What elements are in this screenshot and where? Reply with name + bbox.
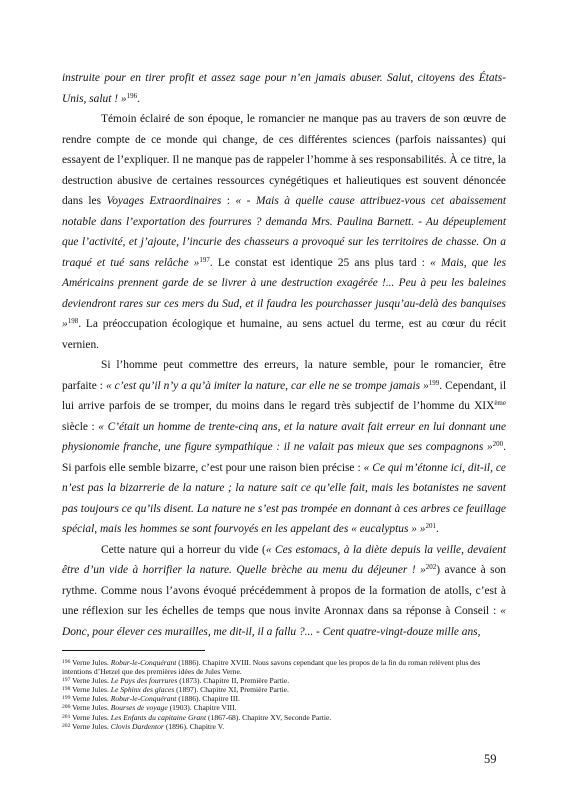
italic-text: Les Enfants du capitaine Grant [110, 712, 207, 722]
italic-text: « - Mais à quelle cause attribuez-vous cet abaissement notable dans l’exportation des fourrures ? demanda Mrs. Paulina Barnett. - Au dépeuplement que l’activité, et j’ajoute, l’incurie des chasseurs a provoqué sur les territoires de chasse. On a traqué et tué sans relâche » [62, 195, 506, 269]
note-reference: ème [494, 399, 506, 407]
text-run: siècle : [62, 420, 99, 433]
footnote [62, 658, 506, 676]
body-paragraph [62, 355, 506, 540]
main-text [62, 68, 506, 642]
italic-text: « Ce qui m’étonne ici, dit-il, ce n’est pas la bizarrerie de la nature ; la nature sait ce qu’elle fait, mais les botanistes ne savent pas toujours ce qu’ils disent. La nature ne s’est pas trompée en donnant à ces arbres ce feuillage spécial, mais les hommes se sont fourvoyés en les appelant des « eucalyptus » » [62, 461, 506, 535]
text-run: Verne Jules. [70, 721, 111, 731]
footnotes [62, 658, 506, 731]
text-run: Verne Jules. [70, 685, 111, 695]
italic-text: « Mais, que les Américains prennent garde de se livrer à une destruction exagérée !... Peu à peu les baleines deviendront rares sur ces mers du Sud, et il faudra les pourchasser jusqu’au-delà des banquises » [62, 256, 507, 330]
text-run: Si l’homme peut commettre des erreurs, la nature semble, pour le romancier, être parfaite : [62, 359, 506, 392]
text-run: (1886). Chapitre III. [176, 694, 240, 704]
text-run: Verne Jules. [70, 703, 111, 713]
italic-text: Le Sphinx des glaces [110, 685, 175, 695]
footnote-number: 198 [62, 686, 71, 693]
text-run: . Cependant, il lui arrive parfois de se tromper, du moins dans le regard très subjectif de l’homme du XIX [62, 379, 507, 412]
italic-text: « c’est qu’il n’y a qu’à imiter la nature, car elle ne se trompe jamais » [105, 379, 429, 392]
text-run: Témoin éclairé de son époque, le romancier ne manque pas au travers de son œuvre de rendre compte de ce monde qui change, de ces différentes sciences (parfois naissantes) qui essayent de l’expliquer. Il ne manque pas de rappeler l’homme à ses responsabilités. À ce titre, la destruction abusive de certaines ressources cynégétiques et halieutiques est souvent dénoncée dans les [62, 113, 506, 207]
text-run: (1896). Chapitre V. [163, 721, 225, 731]
body-paragraph [62, 109, 506, 355]
text-run: . Si parfois elle semble bizarre, c’est pour une raison bien précise : [62, 441, 506, 474]
note-reference: 198 [67, 317, 79, 325]
footnote [62, 685, 506, 694]
text-run: Verne Jules. [70, 658, 111, 667]
text-run: Verne Jules. [70, 694, 111, 704]
page-number: 59 [484, 752, 497, 766]
text-run: (1886). Chapitre XVIII. Nous savons cependant que les propos de la fin du roman relèvent plus des intentions d’Hetzel que des premières idées de Jules Verne. [62, 658, 481, 677]
footnote-number: 196 [62, 659, 71, 665]
italic-text: « Ces estomacs, à la diète depuis la veille, devaient être d’un vide à horrifier la nature. Quelle brèche au menu du déjeuner ! » [62, 543, 506, 576]
italic-text: Robur-le-Conquérant [110, 658, 177, 667]
text-run: (1903). Chapitre VIII. [167, 703, 237, 713]
note-reference: 200 [492, 440, 504, 448]
footnote [62, 722, 506, 731]
body-paragraph [62, 540, 506, 643]
note-reference: 199 [428, 378, 440, 387]
text-run: ) avance à son rythme. Comme nous l’avons évoqué précédemment à propos de la formation de atolls, c’est à une réflexion sur les échelles de temps que nous invite Aronnax dans sa réponse à Conseil : [62, 564, 506, 617]
footnote [62, 703, 506, 712]
text-run: . [436, 523, 439, 535]
note-reference: 197 [199, 255, 210, 264]
text-run: (1897). Chapitre XI, Première Partie. [174, 685, 289, 695]
italic-text: « Donc, pour élever ces murailles, me dit-il, il a fallu ?... - Cent quatre-vingt-douze mille ans, [62, 605, 506, 638]
italic-text: Voyages Extraordinaires [106, 195, 222, 207]
document-page [62, 68, 506, 731]
text-run: : [221, 195, 236, 207]
footnote-number: 200 [62, 704, 71, 711]
text-run: Cette nature qui a horreur du vide ( [101, 543, 266, 556]
note-reference: 196 [126, 91, 138, 100]
footnote-number: 202 [62, 722, 71, 729]
text-run: . La préoccupation écologique et humaine, au sens actuel du terme, est au cœur du récit vernien. [62, 318, 506, 351]
italic-text: Robur-le-Conquérant [110, 694, 177, 704]
footnote-separator [62, 650, 205, 651]
note-reference: 201 [425, 522, 436, 530]
footnote [62, 694, 506, 703]
text-run: . Le constat est identique 25 ans plus tard : [209, 256, 431, 269]
note-reference: 202 [425, 563, 437, 571]
text-run: (1873). Chapitre II, Première Partie. [177, 676, 290, 686]
footnote [62, 676, 506, 685]
footnote-number: 201 [62, 713, 71, 720]
text-run: Verne Jules. [70, 712, 111, 722]
italic-text: Le Pays des fourrures [110, 676, 178, 686]
text-run: . [137, 92, 140, 105]
body-paragraph [62, 68, 506, 109]
footnote [62, 713, 506, 722]
text-run: Verne Jules. [70, 676, 111, 686]
footnote-number: 199 [62, 695, 71, 702]
italic-text: « C’était un homme de trente-cinq ans, et la nature avait fait erreur en lui donnant une physionomie franche, une figure sympathique : il ne valait pas mieux que ses compagnons » [62, 420, 506, 453]
text-run: (1867-68). Chapitre XV, Seconde Partie. [206, 712, 332, 722]
italic-text: Bourses de voyage [110, 703, 168, 713]
italic-text: instruite pour en tirer profit et assez sage pour n’en jamais abuser. Salut, citoyens des États-Unis, salut ! » [62, 72, 506, 105]
footnote-number: 197 [62, 677, 71, 684]
italic-text: Clovis Dardentor [110, 721, 164, 731]
